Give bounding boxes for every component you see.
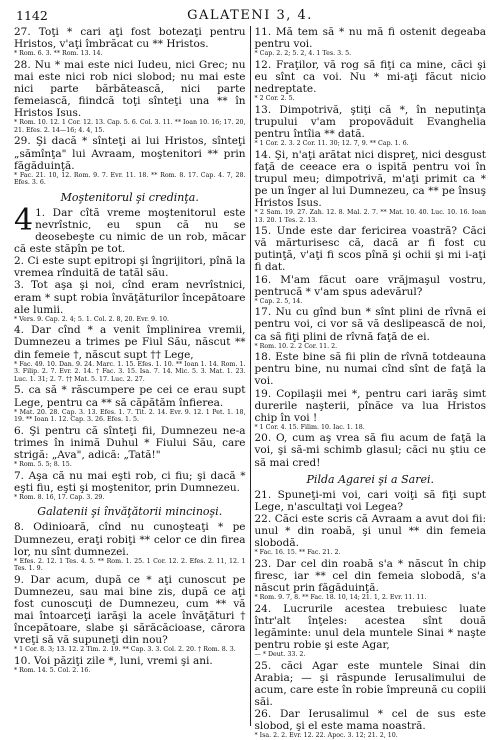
verse: 2. Ci este supt epitropi şi îngrijitori, pînă la vremea rînduită de tatăl său. bbox=[14, 255, 246, 280]
verse: 12. Fraţilor, vă rog să fiţi ca mine, căci şi eu sînt ca voi. Nu * mi-aţi făcut nicio nedreptate. bbox=[254, 58, 487, 95]
cross-reference: * Rom. 5. 5; 8. 15. bbox=[14, 461, 72, 469]
section-heading: Pilda Agarei şi a Sarei. bbox=[306, 472, 434, 486]
cross-reference: * Mat. 20. 28. Cap. 3. 13. Efes. 1. 7. Tit. 2. 14. Evr. 9. 12. 1 Pet. 1. 18, 19. ** Ioan 1. 12. Cap. 3. 26. Efes. 1. 5. bbox=[14, 408, 246, 424]
verse: 11. Mă tem să * nu mă fi ostenit degeaba pentru voi. bbox=[254, 26, 487, 51]
running-title: GALATENI 3, 4. bbox=[187, 8, 313, 23]
left-column bbox=[14, 26, 246, 726]
cross-reference: * Rom. 14. 5. Col. 2. 16. bbox=[14, 667, 91, 675]
verse: 6. Şi pentru că sînteţi fii, Dumnezeu ne-a trimes în inimă Duhul * Fiului Său, care strigă: „Ava", adică: „Tată!" bbox=[14, 424, 246, 461]
verse: 24. Lucrurile acestea trebuiesc luate într'alt înţeles: acestea sînt două legăminte: unul dela muntele Sinai * naşte pentru robie şi este Agar, bbox=[254, 602, 487, 651]
verse: 26. Dar Ierusalimul * cel de sus este slobod, şi el este mama noastră. bbox=[254, 707, 487, 733]
section-heading: Galatenii şi învăţătorii mincinoşi. bbox=[37, 505, 223, 519]
cross-reference: * 2 Cor. 2. 5. bbox=[254, 95, 295, 103]
verse: 28. Nu * mai este nici Iudeu, nici Grec; nu mai este nici rob nici slobod; nu mai este nici parte bărbătească, nici parte femeiască, fiindcă toţi sînteţi una ** în Hristos Isus. bbox=[14, 58, 246, 120]
cross-reference: * 1 Cor. 2. 3. 2 Cor. 11. 30; 12. 7, 9. ** Cap. 1. 6. bbox=[254, 139, 409, 147]
cross-reference: * 2 Sam. 19. 27. Zah. 12. 8. Mal. 2. 7. ** Mat. 10. 40. Luc. 10. 16. Ioan 13. 20. 1 Tes. 2. 13. bbox=[254, 209, 487, 224]
verse: 23. Dar cel din roabă s'a * născut în chip firesc, iar ** cel din femeia slobodă, s'a născut prin făgăduinţă. bbox=[254, 557, 487, 594]
verse: 3. Tot aşa şi noi, cînd eram nevrîstnici, eram * supt robia învăţăturilor începătoare ale lumii. bbox=[14, 279, 246, 316]
page-header bbox=[14, 6, 486, 26]
cross-reference: * Fac. 21. 10, 12. Rom. 9. 7. Evr. 11. 18. ** Rom. 8. 17. Cap. 4. 7, 28. Efes. 3. 6. bbox=[14, 171, 246, 187]
cross-reference: * Cap. 2. 5, 14. bbox=[254, 297, 303, 305]
cross-reference: * Rom. 6. 3. ** Rom. 13. 14. bbox=[14, 50, 103, 58]
cross-reference: * Isa. 2. 2. Evr. 12. 22. Apoc. 3. 12; 21. 2, 10. bbox=[254, 732, 398, 740]
cross-reference: * Fac. 49. 10. Dan. 9. 24. Marc. 1. 15. Efes. 1. 10. ** Ioan 1. 14. Rom. 1. 3. Filip. 2. 7. Evr. 2. 14. † Fac. 3. 15. Isa. 7. 14. Mic. 5. 3. Mat. 1. 23. Luc. 1. 31; 2. 7. †† Mat. 5. 17. Luc. 2. 27. bbox=[14, 360, 246, 383]
verse: 4. Dar cînd * a venit împlinirea vremii, Dumnezeu a trimes pe Fiul Său, născut ** din femeie †, născut supt †† Lege, bbox=[14, 324, 246, 361]
verse: 15. Unde este dar fericirea voastră? Căci vă mărturisesc că, dacă ar fi fost cu putinţă, v'aţi fi scos pînă şi ochii şi mi i-aţi fi dat. bbox=[254, 225, 487, 274]
chapter-start bbox=[14, 202, 246, 256]
verse: 27. Toţi * cari aţi fost botezaţi pentru Hristos, v'aţi îmbrăcat cu ** Hristos. bbox=[14, 26, 246, 51]
column-divider bbox=[250, 26, 251, 726]
right-column bbox=[254, 26, 487, 740]
verse: 14. Şi, n'aţi arătat nici dispreţ, nici desgust faţă de ceeace era o ispită pentru voi în trupul meu; dimpotrivă, m'aţi primit ca * pe un înger al lui Dumnezeu, ca ** pe însuş Hristos Isus. bbox=[254, 148, 487, 209]
page-number: 1142 bbox=[16, 8, 48, 23]
verse: 19. Copilaşii mei *, pentru cari iarăş simt durerile naşterii, pînăce va lua Hristos chip în voi ! bbox=[254, 387, 487, 424]
verse: 7. Aşa că nu mai eşti rob, ci fiu; şi dacă * eşti fiu, eşti şi moştenitor, prin Dumnezeu. bbox=[14, 469, 246, 494]
verse: 13. Dimpotrivă, ştiţi că *, în neputinţa trupului v'am propovăduit Evanghelia pentru întîia ** dată. bbox=[254, 103, 487, 140]
cross-reference: * Rom. 10. 2. 2 Cor. 11. 2. bbox=[254, 342, 338, 350]
verse: 18. Este bine să fii plin de rîvnă totdeauna pentru bine, nu numai cînd sînt de faţă la voi. bbox=[254, 351, 487, 388]
section-heading: Moştenitorul şi credinţa. bbox=[60, 190, 199, 204]
verse: 9. Dar acum, după ce * aţi cunoscut pe Dumnezeu, sau mai bine zis, după ce aţi fost cunoscuţi de Dumnezeu, cum ** vă mai întoarceţi iarăşi la acele învăţături † începătoare, slabe şi sărăcăcioase, cărora vreţi să vă supuneţi din nou? bbox=[14, 573, 246, 647]
cross-reference: * Rom. 9. 7, 8. ** Fac. 18. 10, 14; 21. 1, 2. Evr. 11. 11. bbox=[254, 594, 427, 601]
verse: 21. Spuneţi-mi voi, cari voiţi să fiţi supt Lege, n'ascultaţi voi Legea? bbox=[254, 488, 487, 513]
cross-reference: * Rom. 8. 16, 17. Cap. 3. 29. bbox=[14, 493, 105, 501]
columns bbox=[14, 26, 487, 740]
verse: 16. M'am făcut oare vrăjmaşul vostru, pentrucă * v'am spus adevărul? bbox=[254, 273, 487, 298]
chapter-number: 4 bbox=[14, 202, 34, 238]
verse: 17. Nu cu gînd bun * sînt plini de rîvnă ei pentru voi, ci vor să vă deslipească de noi, ca să fiţi plini de rîvnă faţă de ei. bbox=[254, 306, 487, 343]
cross-reference: * Cap. 2. 2; 5. 2, 4. 1 Tes. 3. 5. bbox=[254, 50, 352, 58]
cross-reference: — * Deut. 33. 2. bbox=[254, 650, 306, 658]
cross-reference: * Fac. 16. 15. ** Fac. 21. 2. bbox=[254, 549, 341, 557]
verse: 22. Căci este scris că Avraam a avut doi fii: unul * din roabă, şi unul ** din femeia slobodă. bbox=[254, 512, 487, 550]
cross-reference: * Efes. 2. 12. 1 Tes. 4. 5. ** Rom. 1. 25. 1 Cor. 12. 2. Efes. 2. 11, 12. 1 Tes. 1. 9. bbox=[14, 557, 246, 573]
verse: 29. Şi dacă * sînteţi ai lui Hristos, sînteţi „sămînţa" lui Avraam, moştenitori ** prin făgăduinţă. bbox=[14, 135, 246, 172]
verse: 1. Dar cîtă vreme moştenitorul este nevrîstnic, eu spun că nu se deosebeşte cu nimic de un rob, măcar că este stăpîn pe tot. bbox=[14, 206, 246, 256]
cross-reference: * Rom. 10. 12. 1 Cor. 12. 13. Cap. 5. 6. Col. 3. 11. ** Ioan 10. 16; 17. 20, 21. Efes. 2. 14—16; 4. 4, 15. bbox=[14, 119, 246, 134]
cross-reference: * Vers. 9. Cap. 2. 4; 5. 1. Col. 2. 8, 20. Evr. 9. 10. bbox=[14, 315, 170, 323]
verse: 8. Odinioară, cînd nu cunoşteaţi * pe Dumnezeu, eraţi robiţi ** celor ce din firea lor, nu sînt dumnezei. bbox=[14, 521, 246, 558]
verse: 20. O, cum aş vrea să fiu acum de faţă la voi, şi să-mi schimb glasul; căci nu ştiu ce să mai cred! bbox=[254, 432, 487, 469]
cross-reference: * 1 Cor. 4. 15. Filim. 10. Iac. 1. 18. bbox=[254, 423, 365, 431]
cross-reference: * 1 Cor. 8. 3; 13. 12. 2 Tim. 2. 19. ** Cap. 3. 3. Col. 2. 20. † Rom. 8. 3. bbox=[14, 646, 236, 654]
verse: 10. Voi păziţi zile *, luni, vremi şi ani. bbox=[14, 655, 213, 668]
verse: 5. ca să * răscumpere pe cei ce erau supt Lege, pentru ca ** să căpătăm înfierea. bbox=[14, 384, 246, 409]
verse: 25. căci Agar este muntele Sinai din Arabia; — şi răspunde Ierusalimului de acum, care este în robie împreună cu copiii săi. bbox=[254, 659, 487, 708]
